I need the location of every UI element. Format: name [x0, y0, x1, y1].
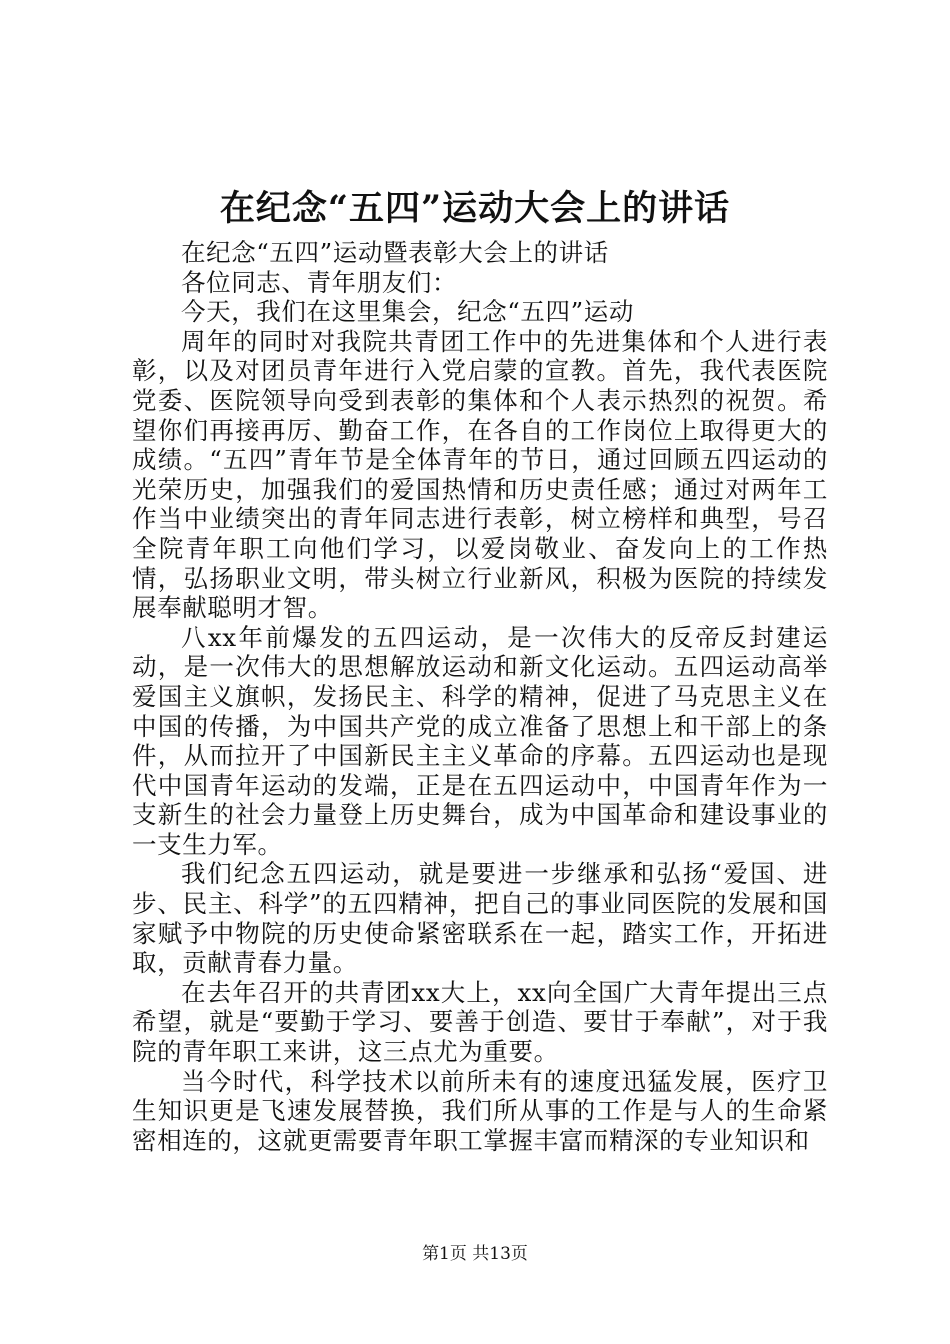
salutation: 各位同志、青年朋友们：	[181, 267, 458, 297]
paragraph: 今天，我们在这里集会，纪念“五四”运动	[181, 297, 634, 327]
page-footer: 第1页 共13页	[422, 1244, 528, 1264]
paragraph: 八xx年前爆发的五四运动，是一次伟大的反帝反封建运动，是一次伟大的思想解放运动和新文化运动。五四运动高举爱国主义旗帜，发扬民主、科学的精神，促进了马克思主义在中国的传播，为中国共产党的成立准备了思想上和干部上的条件，从而拉开了中国新民主主义革命的序幕。五四运动也是现代中国青年运动的发端，正是在五四运动中，中国青年作为一支新生的社会力量登上历史舞台，成为中国革命和建设事业的一支生力军。	[132, 622, 828, 859]
paragraph: 我们纪念五四运动，就是要进一步继承和弘扬“爱国、进步、民主、科学”的五四精神，把自己的事业同医院的发展和国家赋予中物院的历史使命紧密联系在一起，踏实工作，开拓进取，贡献青春力量。	[132, 859, 828, 978]
document-body	[132, 238, 828, 1155]
subtitle-line: 在纪念“五四”运动暨表彰大会上的讲话	[181, 238, 609, 267]
paragraph: 在去年召开的共青团xx大上，xx向全国广大青年提出三点希望，就是“要勤于学习、要善于创造、要甘于奉献”，对于我院的青年职工来讲，这三点尤为重要。	[132, 977, 828, 1067]
document-title: 在纪念“五四”运动大会上的讲话	[219, 188, 731, 229]
paragraph: 周年的同时对我院共青团工作中的先进集体和个人进行表彰，以及对团员青年进行入党启蒙的宣教。首先，我代表医院党委、医院领导向受到表彰的集体和个人表示热烈的祝贺。希望你们再接再厉、勤奋工作，在各自的工作岗位上取得更大的成绩。“五四”青年节是全体青年的节日，通过回顾五四运动的光荣历史，加强我们的爱国热情和历史责任感；通过对两年工作当中业绩突出的青年同志进行表彰，树立榜样和典型，号召全院青年职工向他们学习，以爱岗敬业、奋发向上的工作热情，弘扬职业文明，带头树立行业新风，积极为医院的持续发展奉献聪明才智。	[132, 326, 828, 623]
paragraph: 当今时代，科学技术以前所未有的速度迅猛发展，医疗卫生知识更是飞速发展替换，我们所从事的工作是与人的生命紧密相连的，这就更需要青年职工掌握丰富而精深的专业知识和	[132, 1066, 828, 1155]
